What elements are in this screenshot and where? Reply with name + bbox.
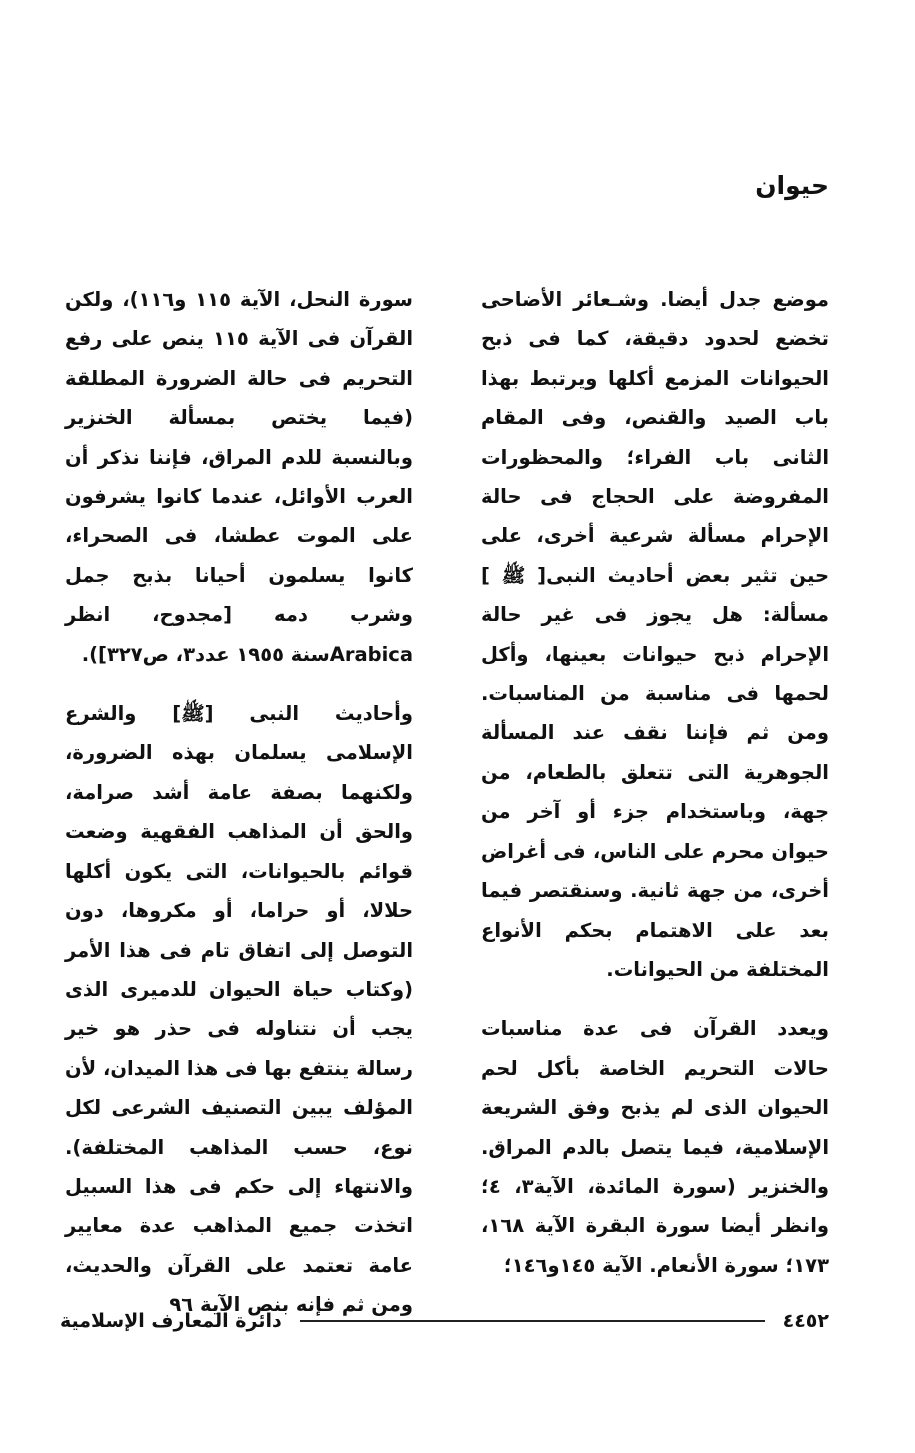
page-footer	[60, 1303, 829, 1339]
text-column-left	[65, 280, 413, 1325]
footer-rule	[300, 1320, 765, 1322]
publication-title: دائرة المعارف الإسلامية	[60, 1310, 282, 1332]
running-head: حيوان	[755, 171, 829, 200]
paragraph: ويعدد القرآن فى عدة مناسبات حالات التحريم الخاصة بأكل لحم الحيوان الذى لم يذبح وفق الشريعة الإسلامية، فيما يتصل بالدم المراق. والخنزير (سورة المائدة، الآية٣، ٤؛ وانظر أيضا سورة البقرة الآية ١٦٨، ١٧٣؛ سورة الأنعام. الآية ١٤٥و١٤٦؛	[481, 1017, 829, 1277]
page-number: ٤٤٥٢	[782, 1310, 829, 1332]
paragraph: وأحاديث النبى [ﷺ] والشرع الإسلامى يسلمان بهذه الضرورة، ولكنهما بصفة عامة أشد صرامة، والحق أن المذاهب الفقهية وضعت قوائم بالحيوانات، التى يكون أكلها حلالا، أو حراما، أو مكروها، دون التوصل إلى اتفاق تام فى هذا الأمر (وكتاب حياة الحيوان للدميرى الذى يجب أن نتناوله فى حذر هو خير رسالة ينتفع بها فى هذا الميدان، لأن المؤلف يبين التصنيف الشرعى لكل نوع، حسب المذاهب المختلفة). والانتهاء إلى حكم فى هذا السبيل اتخذت جميع المذاهب عدة معايير عامة تعتمد على القرآن والحديث، ومن ثم فإنه بنص الآية ٩٦	[65, 702, 413, 1317]
text-column-right	[481, 280, 829, 1285]
paragraph: موضع جدل أيضا. وشـعائر الأضاحى تخضع لحدود دقيقة، كما فى ذبح الحيوانات المزمع أكلها ويرتبط بهذا باب الصيد والقنص، وفى المقام الثانى باب الفراء؛ والمحظورات المفروضة على الحجاج فى حالة الإحرام مسألة شرعية أخرى، على حين تثير بعض أحاديث النبى[ ﷺ ] مسألة: هل يجوز فى غير حالة الإحرام ذبح حيوانات بعينها، وأكل لحمها فى مناسبة من المناسبات. ومن ثم فإننا نقف عند المسألة الجوهرية التى تتعلق بالطعام، من جهة، وباستخدام جزء أو آخر من حيوان محرم على الناس، فى أغراض أخرى، من جهة ثانية. وسنقتصر فيما بعد على الاهتمام بحكم الأنواع المختلفة من الحيوانات.	[481, 288, 829, 981]
paragraph: سورة النحل، الآية ١١٥ و١١٦)، ولكن القرآن فى الآية ١١٥ ينص على رفع التحريم فى حالة الضرورة المطلقة (فيما يختص بمسألة الخنزير وبالنسبة للدم المراق، فإننا نذكر أن العرب الأوائل، عندما كانوا يشرفون على الموت عطشا، فى الصحراء، كانوا يسلمون أحيانا بذبح جمل وشرب دمه [مجدوح، انظر Arabicaسنة ١٩٥٥ عدد٣، ص٣٢٧]).	[65, 288, 414, 666]
